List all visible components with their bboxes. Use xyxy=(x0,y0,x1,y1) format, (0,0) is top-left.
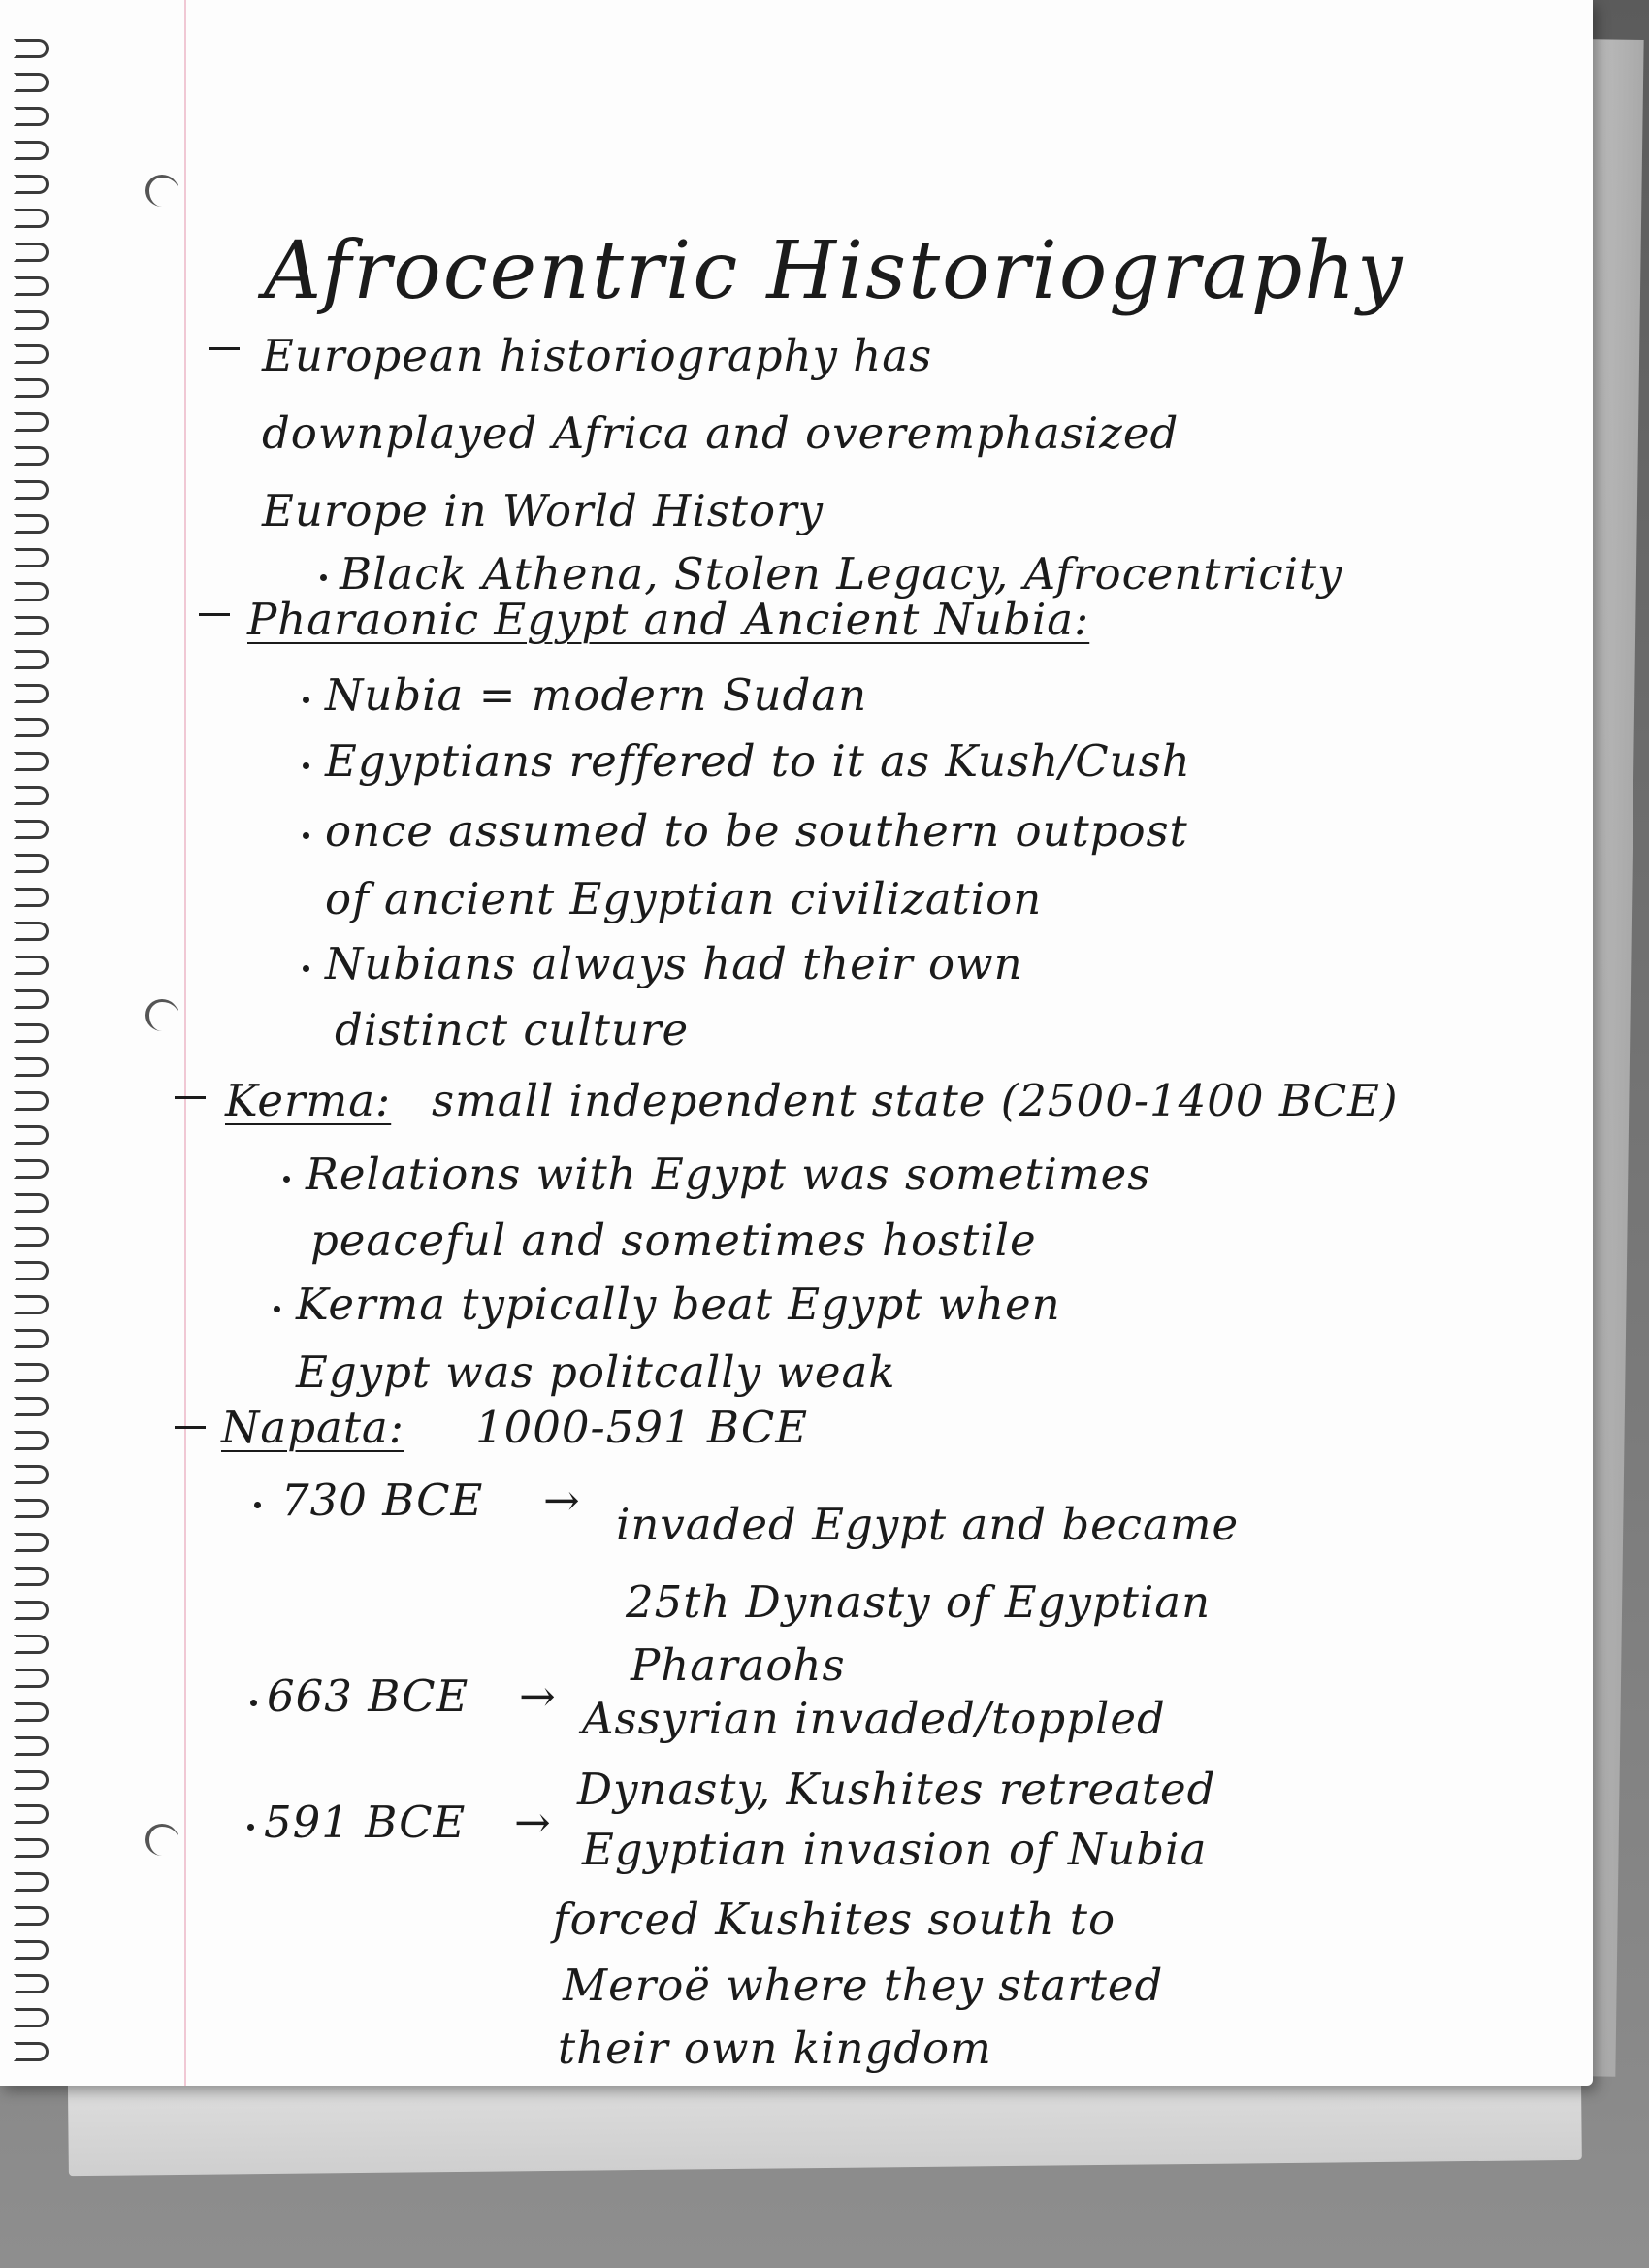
spiral-ring xyxy=(14,989,48,1009)
spiral-ring xyxy=(14,1465,48,1484)
spiral-ring xyxy=(14,1533,48,1552)
note-bullet: Relations with Egypt was sometimes xyxy=(306,1149,1151,1200)
spiral-ring xyxy=(14,1397,48,1416)
arrow-icon: → xyxy=(519,1670,557,1722)
note-line: European historiography has xyxy=(262,330,933,381)
spiral-ring xyxy=(14,310,48,330)
spiral-ring xyxy=(14,786,48,805)
spiral-ring xyxy=(14,1567,48,1586)
bullet-dot xyxy=(303,697,309,703)
spiral-ring xyxy=(14,209,48,228)
spiral-ring xyxy=(14,276,48,296)
punch-hole xyxy=(146,999,178,1031)
section-heading: Pharaonic Egypt and Ancient Nubia: xyxy=(247,594,1090,645)
spiral-binding xyxy=(0,0,58,2086)
spiral-ring xyxy=(14,752,48,771)
note-line: downplayed Africa and overemphasized xyxy=(262,407,1180,459)
spiral-ring xyxy=(14,107,48,126)
section-heading: Kerma: xyxy=(225,1075,392,1126)
event-date: 730 BCE xyxy=(281,1474,484,1526)
spiral-ring xyxy=(14,514,48,534)
spiral-ring xyxy=(14,718,48,737)
event-line: Meroë where they started xyxy=(563,1960,1164,2011)
punch-hole xyxy=(146,1824,178,1856)
event-line: forced Kushites south to xyxy=(553,1894,1116,1945)
note-bullet-continued: peaceful and sometimes hostile xyxy=(310,1215,1037,1266)
spiral-ring xyxy=(14,888,48,907)
page-title: Afrocentric Historiography xyxy=(264,225,1405,317)
event-line: 25th Dynasty of Egyptian xyxy=(626,1576,1212,1628)
spiral-ring xyxy=(14,73,48,92)
spiral-ring xyxy=(14,141,48,160)
bullet-dot xyxy=(274,1306,280,1312)
spiral-ring xyxy=(14,1057,48,1077)
spiral-ring xyxy=(14,1091,48,1111)
spiral-ring xyxy=(14,1838,48,1858)
bullet-dot xyxy=(303,965,309,972)
dash-marker xyxy=(175,1426,206,1429)
arrow-icon: → xyxy=(514,1797,552,1848)
spiral-ring xyxy=(14,1295,48,1314)
spiral-ring xyxy=(14,1499,48,1518)
spiral-ring xyxy=(14,1872,48,1892)
bullet-dot xyxy=(303,762,309,769)
spiral-ring xyxy=(14,1906,48,1926)
section-heading-detail: 1000-591 BCE xyxy=(475,1402,809,1453)
arrow-icon: → xyxy=(543,1474,581,1526)
section-heading: Napata: xyxy=(221,1402,404,1453)
spiral-ring xyxy=(14,684,48,703)
punch-hole xyxy=(146,175,178,207)
spiral-ring xyxy=(14,1702,48,1722)
spiral-ring xyxy=(14,1736,48,1756)
event-line: invaded Egypt and became xyxy=(616,1499,1240,1550)
spiral-ring xyxy=(14,1125,48,1145)
event-date: 591 BCE xyxy=(264,1797,467,1848)
spiral-ring xyxy=(14,616,48,635)
spiral-ring xyxy=(14,1227,48,1247)
dash-marker xyxy=(209,347,240,350)
spiral-ring xyxy=(14,1431,48,1450)
spiral-ring xyxy=(14,1940,48,1960)
spiral-ring xyxy=(14,378,48,398)
spiral-ring xyxy=(14,1669,48,1688)
spiral-ring xyxy=(14,344,48,364)
event-line: Pharaohs xyxy=(630,1639,846,1691)
dash-marker xyxy=(199,613,230,616)
spiral-ring xyxy=(14,956,48,975)
note-bullet: Nubians always had their own xyxy=(325,938,1023,989)
spiral-ring xyxy=(14,2042,48,2061)
spiral-ring xyxy=(14,1261,48,1280)
note-bullet-continued: distinct culture xyxy=(335,1004,690,1055)
note-bullet: Nubia = modern Sudan xyxy=(325,669,868,721)
spiral-ring xyxy=(14,243,48,262)
event-line: their own kingdom xyxy=(558,2023,992,2074)
note-bullet: Kerma typically beat Egypt when xyxy=(296,1279,1061,1330)
event-date: 663 BCE xyxy=(267,1670,469,1722)
spiral-ring xyxy=(14,1635,48,1654)
note-bullet: once assumed to be southern outpost xyxy=(325,805,1188,857)
note-line: Europe in World History xyxy=(262,485,824,536)
note-bullet-continued: Egypt was politcally weak xyxy=(296,1346,896,1398)
spiral-ring xyxy=(14,1193,48,1213)
note-bullet: Black Athena, Stolen Legacy, Afrocentricity xyxy=(340,548,1343,599)
spiral-ring xyxy=(14,175,48,194)
note-bullet-continued: of ancient Egyptian civilization xyxy=(325,873,1043,924)
spiral-ring xyxy=(14,1023,48,1043)
bullet-dot xyxy=(320,574,327,581)
spiral-ring xyxy=(14,1601,48,1620)
event-line: Dynasty, Kushites retreated xyxy=(577,1764,1216,1815)
spiral-ring xyxy=(14,39,48,58)
spiral-ring xyxy=(14,446,48,466)
spiral-ring xyxy=(14,1159,48,1179)
spiral-ring xyxy=(14,650,48,669)
event-line: Egyptian invasion of Nubia xyxy=(582,1824,1208,1875)
dash-marker xyxy=(175,1096,206,1099)
spiral-ring xyxy=(14,854,48,873)
bullet-dot xyxy=(247,1824,254,1831)
spiral-ring xyxy=(14,1804,48,1824)
spiral-ring xyxy=(14,1329,48,1348)
margin-line xyxy=(184,0,186,2086)
note-bullet: Egyptians reffered to it as Kush/Cush xyxy=(325,735,1191,787)
spiral-ring xyxy=(14,2008,48,2027)
spiral-ring xyxy=(14,922,48,941)
spiral-ring xyxy=(14,548,48,567)
spiral-ring xyxy=(14,1770,48,1790)
spiral-ring xyxy=(14,412,48,432)
spiral-ring xyxy=(14,480,48,500)
spiral-ring xyxy=(14,1974,48,1993)
bullet-dot xyxy=(250,1700,257,1706)
spiral-ring xyxy=(14,582,48,601)
bullet-dot xyxy=(254,1502,261,1508)
spiral-ring xyxy=(14,820,48,839)
event-line: Assyrian invaded/toppled xyxy=(582,1693,1166,1744)
spiral-ring xyxy=(14,1363,48,1382)
section-heading-detail: small independent state (2500-1400 BCE) xyxy=(432,1075,1399,1126)
bullet-dot xyxy=(303,832,309,839)
bullet-dot xyxy=(283,1176,290,1183)
